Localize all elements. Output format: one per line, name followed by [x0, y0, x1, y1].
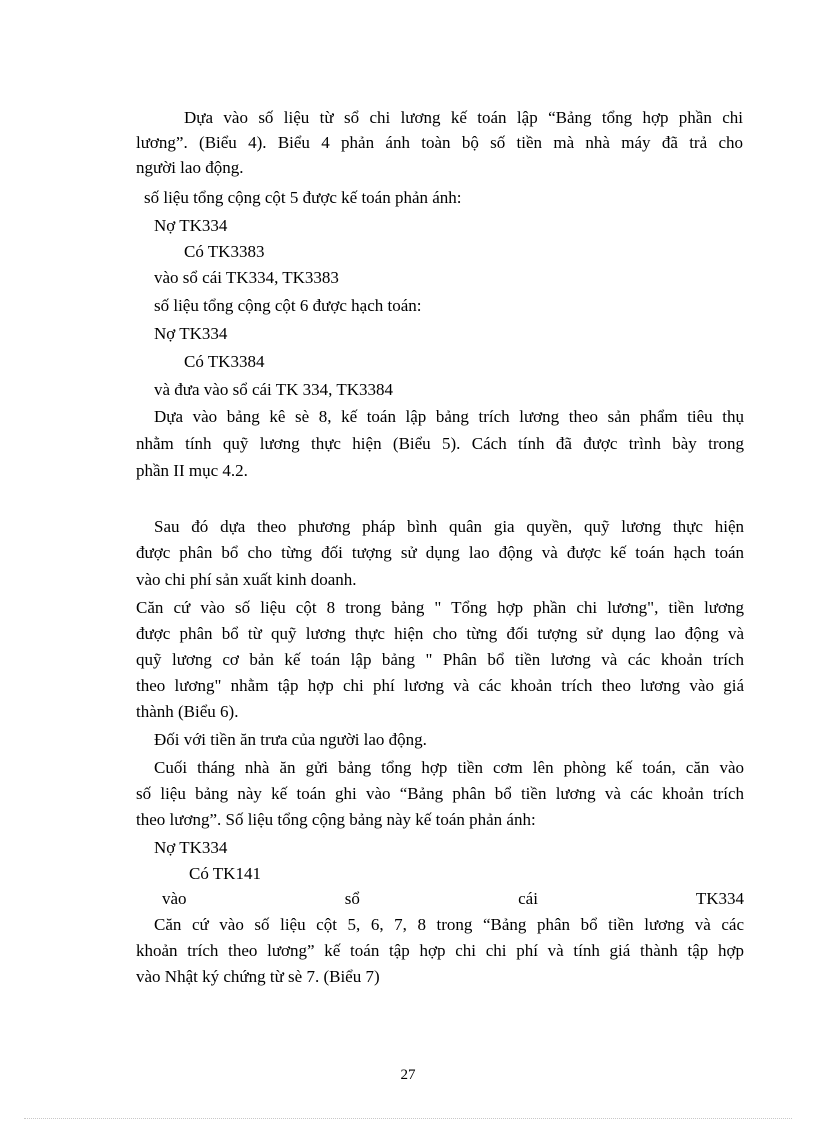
paragraph-5: Đối với tiền ăn trưa của người lao động.: [154, 730, 427, 749]
paragraph-2-line-2: nhằm tính quỹ lương thực hiện (Biểu 5). Cách tính đã được trình bày trong: [136, 434, 744, 453]
paragraph-4-line-5: thành (Biểu 6).: [136, 702, 239, 721]
page-bottom-divider: [24, 1118, 792, 1119]
paragraph-2-line-3: phần II mục 4.2.: [136, 461, 248, 480]
col5-text: số liệu tổng cộng cột 5 được kế toán phản ánh:: [144, 188, 462, 207]
col6-text: số liệu tổng cộng cột 6 được hạch toán:: [154, 296, 422, 315]
paragraph-4-line-4: theo lương" nhằm tập hợp chi phí lương và các khoản trích theo lương vào giá: [136, 676, 744, 695]
paragraph-1-line-2: lương”. (Biểu 4). Biểu 4 phản ánh toàn bộ số tiền mà nhà máy đã trả cho: [136, 133, 743, 152]
paragraph-1-line-1: Dựa vào số liệu từ sổ chi lương kế toán lập “Bảng tổng hợp phần chi: [184, 108, 743, 127]
paragraph-6-line-1: Cuối tháng nhà ăn gửi bảng tổng hợp tiền cơm lên phòng kế toán, căn vào: [154, 758, 744, 777]
paragraph-6-line-3: theo lương”. Số liệu tổng cộng bảng này kế toán phản ánh:: [136, 810, 536, 829]
debit-entry-1: Nợ TK334: [154, 216, 228, 235]
paragraph-4-line-1: Căn cứ vào số liệu cột 8 trong bảng " Tổng hợp phần chi lương", tiền lương: [136, 598, 744, 617]
ledger-entry-3: vào sổ cái TK334: [162, 889, 744, 908]
credit-entry-2: Có TK3384: [184, 352, 265, 371]
debit-entry-2: Nợ TK334: [154, 324, 228, 343]
paragraph-3-line-2: được phân bổ cho từng đối tượng sử dụng lao động và được kế toán hạch toán: [136, 543, 744, 562]
ledger-entry-1: vào sổ cái TK334, TK3383: [154, 268, 339, 287]
paragraph-3-line-3: vào chi phí sản xuất kinh doanh.: [136, 570, 357, 589]
paragraph-1-line-3: người lao động.: [136, 158, 244, 177]
page-number: 27: [400, 1067, 416, 1083]
paragraph-4-line-3: quỹ lương cơ bản kế toán lập bảng " Phân bổ tiền lương và các khoản trích: [136, 650, 744, 669]
credit-entry-1: Có TK3383: [184, 242, 265, 261]
paragraph-4-line-2: được phân bổ từ quỹ lương thực hiện cho từng đối tượng sử dụng lao động và: [136, 624, 744, 643]
paragraph-3-line-1: Sau đó dựa theo phương pháp bình quân gia quyền, quỹ lương thực hiện: [154, 517, 744, 536]
paragraph-7-line-2: khoản trích theo lương” kế toán tập hợp chi chi phí và tính giá thành tập hợp: [136, 941, 744, 960]
debit-entry-3: Nợ TK334: [154, 838, 228, 857]
paragraph-7-line-3: vào Nhật ký chứng từ sè 7. (Biểu 7): [136, 967, 380, 986]
ledger-entry-2: và đưa vào sổ cái TK 334, TK3384: [154, 380, 393, 399]
paragraph-7-line-1: Căn cứ vào số liệu cột 5, 6, 7, 8 trong “Bảng phân bổ tiền lương và các: [154, 915, 744, 934]
paragraph-2-line-1: Dựa vào bảng kê sè 8, kế toán lập bảng trích lương theo sản phẩm tiêu thụ: [154, 407, 744, 426]
paragraph-6-line-2: số liệu bảng này kế toán ghi vào “Bảng phân bổ tiền lương và các khoản trích: [136, 784, 744, 803]
credit-entry-3: Có TK141: [189, 864, 261, 883]
